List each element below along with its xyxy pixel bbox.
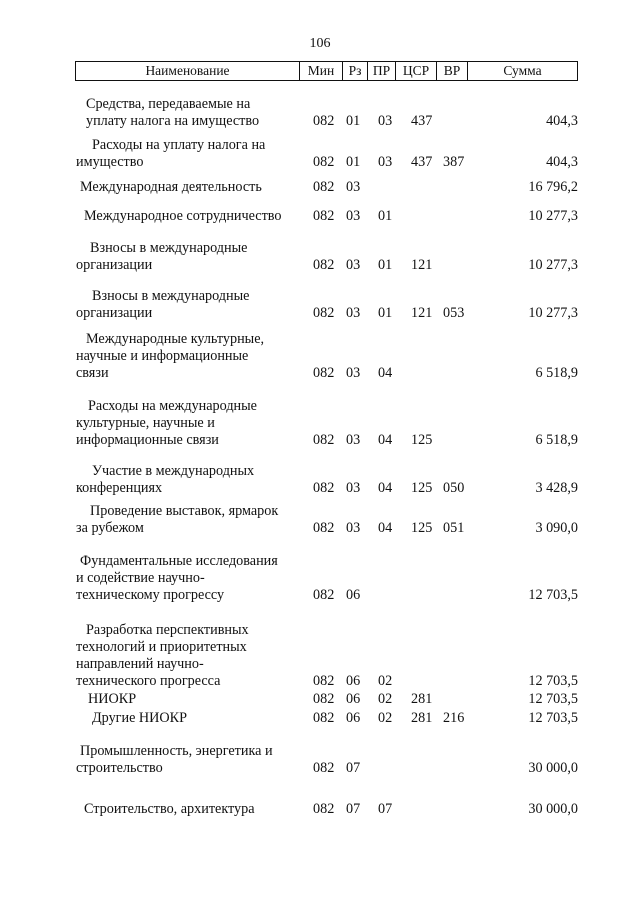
table-row: [0, 208, 640, 225]
row-rz: 01: [346, 154, 361, 170]
row-pr: 02: [378, 691, 393, 707]
row-csr: 281: [411, 691, 433, 707]
row-rz: 03: [346, 365, 361, 381]
row-min: 082: [313, 587, 335, 603]
table-row: [0, 710, 640, 727]
row-sum: 404,3: [546, 154, 578, 170]
table-row: [0, 331, 640, 382]
row-rz: 03: [346, 257, 361, 273]
row-min: 082: [313, 113, 335, 129]
row-csr: 437: [411, 113, 433, 129]
row-sum: 12 703,5: [528, 691, 578, 707]
table-row: [0, 288, 640, 322]
header-csr: ЦСР: [395, 62, 436, 80]
row-min: 082: [313, 673, 335, 689]
row-min: 082: [313, 305, 335, 321]
row-rz: 03: [346, 179, 361, 195]
row-sum: 3 090,0: [535, 520, 578, 536]
row-pr: 01: [378, 305, 393, 321]
row-rz: 06: [346, 673, 361, 689]
row-name: Промышленность, энергетика и строительство: [76, 743, 273, 776]
row-rz: 07: [346, 801, 361, 817]
header-vr: ВР: [436, 62, 467, 80]
row-vr: 050: [443, 480, 465, 496]
row-rz: 06: [346, 691, 361, 707]
row-min: 082: [313, 365, 335, 381]
row-min: 082: [313, 760, 335, 776]
row-rz: 03: [346, 480, 361, 496]
row-rz: 01: [346, 113, 361, 129]
table-row: [0, 801, 640, 818]
row-name: Строительство, архитектура: [84, 801, 255, 817]
table-row: [0, 240, 640, 274]
row-rz: 06: [346, 710, 361, 726]
table-row: [0, 463, 640, 497]
row-csr: 281: [411, 710, 433, 726]
row-pr: 03: [378, 113, 393, 129]
row-csr: 121: [411, 305, 433, 321]
row-rz: 06: [346, 587, 361, 603]
row-name: Другие НИОКР: [92, 710, 188, 726]
row-min: 082: [313, 432, 335, 448]
row-sum: 30 000,0: [528, 760, 578, 776]
row-vr: 053: [443, 305, 465, 321]
table-row: [0, 503, 640, 537]
row-min: 082: [313, 154, 335, 170]
row-sum: 3 428,9: [535, 480, 578, 496]
table-row: [0, 137, 640, 171]
row-rz: 03: [346, 520, 361, 536]
page-number: 106: [309, 36, 331, 51]
row-min: 082: [313, 179, 335, 195]
row-csr: 125: [411, 520, 433, 536]
table-row: [0, 96, 640, 130]
row-pr: 04: [378, 365, 393, 381]
table-row: [0, 398, 640, 449]
table-row: [0, 179, 640, 196]
row-sum: 10 277,3: [528, 208, 578, 224]
header-name: Наименование: [145, 63, 230, 78]
row-min: 082: [313, 480, 335, 496]
row-name: Взносы в международные организации: [76, 288, 250, 321]
row-name: Средства, передаваемые на уплату налога на имущество: [86, 96, 260, 129]
row-csr: 437: [411, 154, 433, 170]
row-min: 082: [313, 801, 335, 817]
row-name: Международные культурные, научные и информационные связи: [76, 331, 265, 381]
row-vr: 387: [443, 154, 465, 170]
row-rz: 07: [346, 760, 361, 776]
row-sum: 16 796,2: [528, 179, 578, 195]
row-pr: 04: [378, 432, 393, 448]
row-min: 082: [313, 257, 335, 273]
row-sum: 12 703,5: [528, 710, 578, 726]
header-pr: ПР: [367, 62, 395, 80]
row-sum: 12 703,5: [528, 673, 578, 689]
row-sum: 10 277,3: [528, 257, 578, 273]
header-rz: Рз: [342, 62, 367, 80]
row-sum: 404,3: [546, 113, 578, 129]
row-name: Расходы на уплату налога на имущество: [76, 137, 266, 170]
row-pr: 01: [378, 208, 393, 224]
row-rz: 03: [346, 208, 361, 224]
row-sum: 6 518,9: [535, 365, 578, 381]
row-name: Участие в международных конференциях: [76, 463, 255, 496]
row-pr: 01: [378, 257, 393, 273]
row-pr: 03: [378, 154, 393, 170]
row-name: Расходы на международные культурные, научные и информационные связи: [76, 398, 257, 448]
row-name: Международное сотрудничество: [84, 208, 282, 224]
row-pr: 02: [378, 710, 393, 726]
table-row: [0, 743, 640, 777]
header-min: Мин: [299, 62, 342, 80]
row-csr: 125: [411, 432, 433, 448]
row-sum: 6 518,9: [535, 432, 578, 448]
row-name: Проведение выставок, ярмарок за рубежом: [76, 503, 279, 536]
row-name: Фундаментальные исследования и содействие научно- техническому прогрессу: [76, 553, 278, 603]
row-pr: 02: [378, 673, 393, 689]
row-name: Разработка перспективных технологий и приоритетных направлений научно- технического прогресса: [76, 622, 249, 689]
row-sum: 30 000,0: [528, 801, 578, 817]
row-min: 082: [313, 520, 335, 536]
header-sum: Сумма: [467, 62, 577, 80]
row-csr: 121: [411, 257, 433, 273]
row-pr: 04: [378, 520, 393, 536]
row-name: Международная деятельность: [80, 179, 262, 195]
table-row: [0, 691, 640, 708]
row-pr: 07: [378, 801, 393, 817]
row-vr: 051: [443, 520, 465, 536]
row-rz: 03: [346, 305, 361, 321]
row-sum: 12 703,5: [528, 587, 578, 603]
row-csr: 125: [411, 480, 433, 496]
row-sum: 10 277,3: [528, 305, 578, 321]
row-rz: 03: [346, 432, 361, 448]
row-pr: 04: [378, 480, 393, 496]
row-min: 082: [313, 208, 335, 224]
row-name: НИОКР: [88, 691, 137, 707]
row-vr: 216: [443, 710, 465, 726]
row-name: Взносы в международные организации: [76, 240, 248, 273]
table-row: [0, 553, 640, 604]
table-row: [0, 622, 640, 690]
row-min: 082: [313, 710, 335, 726]
row-min: 082: [313, 691, 335, 707]
